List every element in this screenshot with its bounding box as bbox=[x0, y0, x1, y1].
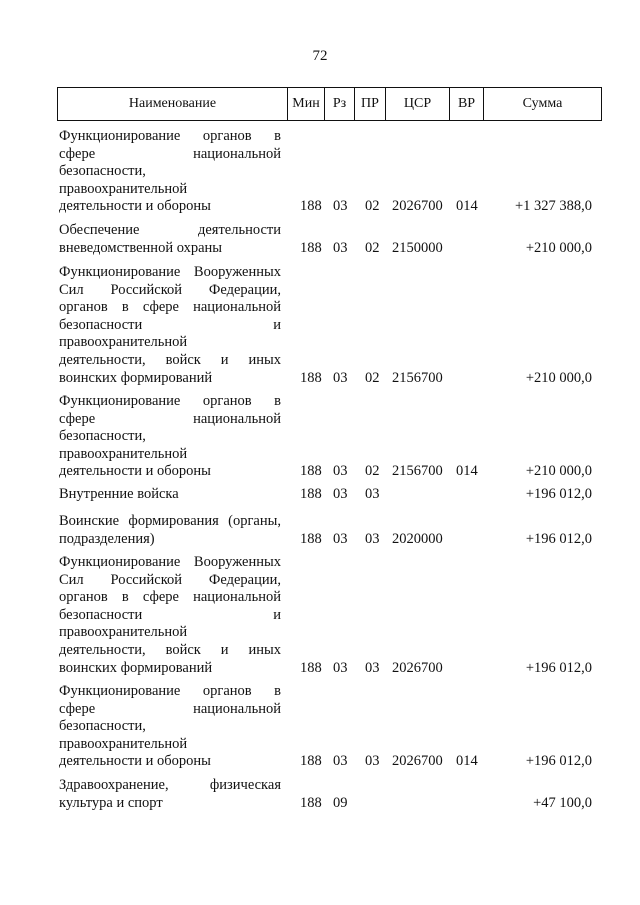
table-row bbox=[0, 777, 640, 812]
row-name bbox=[59, 777, 281, 812]
row-name-line: правоохранительной bbox=[59, 180, 188, 197]
table-row bbox=[0, 222, 640, 257]
row-name-line: Здравоохранение, физическая bbox=[59, 777, 281, 793]
row-name bbox=[59, 554, 281, 677]
row-name-line: безопасности, bbox=[59, 163, 146, 180]
cell-csr: 2020000 bbox=[392, 530, 443, 547]
cell-sum: +47 100,0 bbox=[533, 794, 592, 811]
cell-rz: 03 bbox=[333, 239, 348, 256]
cell-sum: +196 012,0 bbox=[525, 659, 592, 676]
row-name-line: правоохранительной bbox=[59, 624, 188, 641]
cell-csr: 2156700 bbox=[392, 463, 443, 480]
row-name-line: безопасности, bbox=[59, 718, 146, 735]
cell-min: 188 bbox=[300, 369, 322, 386]
table-row bbox=[0, 128, 640, 216]
cell-sum: +210 000,0 bbox=[525, 369, 592, 386]
row-name-line: правоохранительной bbox=[59, 735, 188, 752]
cell-rz: 03 bbox=[333, 486, 348, 502]
row-name-line: воинских формирований bbox=[59, 659, 213, 676]
row-name-line: органов в сфере национальной bbox=[59, 299, 281, 316]
header-csr: ЦСР bbox=[385, 88, 449, 120]
row-name-line: Обеспечение деятельности bbox=[59, 222, 281, 238]
cell-csr: 2026700 bbox=[392, 659, 443, 676]
cell-csr: 2026700 bbox=[392, 753, 443, 770]
row-name-line: правоохранительной bbox=[59, 334, 188, 351]
row-name-line: Функционирование Вооруженных bbox=[59, 264, 281, 280]
cell-rz: 03 bbox=[333, 753, 348, 770]
row-name-line: безопасности, bbox=[59, 428, 146, 445]
row-name bbox=[59, 264, 281, 387]
cell-sum: +210 000,0 bbox=[525, 239, 592, 256]
header-sum: Сумма bbox=[483, 88, 601, 120]
row-name-line: Воинские формирования (органы, bbox=[59, 513, 281, 529]
header-min: Мин bbox=[287, 88, 324, 120]
header-vr: ВР bbox=[449, 88, 483, 120]
cell-rz: 03 bbox=[333, 463, 348, 480]
row-name bbox=[59, 683, 281, 771]
page-number: 72 bbox=[312, 48, 328, 64]
table-header bbox=[57, 87, 602, 121]
header-pr: ПР bbox=[354, 88, 385, 120]
row-name-line: сфере национальной bbox=[59, 700, 281, 717]
cell-min: 188 bbox=[300, 486, 322, 502]
table-row bbox=[0, 513, 640, 548]
row-name-line: культура и спорт bbox=[59, 794, 163, 811]
cell-sum: +196 012,0 bbox=[525, 753, 592, 770]
header-rz: Рз bbox=[324, 88, 354, 120]
cell-min: 188 bbox=[300, 198, 322, 215]
cell-pr: 03 bbox=[365, 530, 380, 547]
row-name-line: Функционирование органов в bbox=[59, 128, 281, 144]
table-row bbox=[0, 554, 640, 677]
row-name-line: Функционирование органов в bbox=[59, 393, 281, 409]
cell-vr: 014 bbox=[456, 198, 478, 215]
row-name-line: Функционирование Вооруженных bbox=[59, 554, 281, 570]
row-name-line: органов в сфере национальной bbox=[59, 589, 281, 606]
row-name bbox=[59, 393, 281, 481]
row-name bbox=[59, 486, 281, 504]
header-name: Наименование bbox=[128, 96, 217, 111]
row-name-line: Внутренние войска bbox=[59, 486, 179, 502]
cell-sum: +1 327 388,0 bbox=[514, 198, 592, 215]
cell-sum: +196 012,0 bbox=[525, 486, 592, 502]
cell-min: 188 bbox=[300, 239, 322, 256]
row-name-line: Сил Российской Федерации, bbox=[59, 281, 281, 298]
cell-rz: 03 bbox=[333, 198, 348, 215]
row-name-line: безопасности и bbox=[59, 606, 281, 623]
cell-rz: 03 bbox=[333, 659, 348, 676]
cell-pr: 03 bbox=[365, 659, 380, 676]
table-row bbox=[0, 264, 640, 387]
table-row bbox=[0, 683, 640, 771]
cell-rz: 03 bbox=[333, 369, 348, 386]
table-row bbox=[0, 393, 640, 481]
table-row bbox=[0, 486, 640, 504]
cell-pr: 02 bbox=[365, 369, 380, 386]
cell-csr: 2150000 bbox=[392, 239, 443, 256]
cell-rz: 09 bbox=[333, 794, 348, 811]
cell-min: 188 bbox=[300, 794, 322, 811]
cell-vr: 014 bbox=[456, 463, 478, 480]
row-name-line: безопасности и bbox=[59, 316, 281, 333]
row-name-line: правоохранительной bbox=[59, 445, 188, 462]
cell-pr: 03 bbox=[365, 753, 380, 770]
row-name-line: Сил Российской Федерации, bbox=[59, 571, 281, 588]
cell-pr: 03 bbox=[365, 486, 380, 502]
cell-vr: 014 bbox=[456, 753, 478, 770]
row-name-line: воинских формирований bbox=[59, 369, 213, 386]
cell-pr: 02 bbox=[365, 463, 380, 480]
row-name bbox=[59, 513, 281, 548]
cell-min: 188 bbox=[300, 463, 322, 480]
row-name-line: деятельности, войск и иных bbox=[59, 641, 281, 658]
row-name-line: деятельности и обороны bbox=[59, 463, 211, 480]
cell-min: 188 bbox=[300, 753, 322, 770]
cell-min: 188 bbox=[300, 530, 322, 547]
row-name-line: вневедомственной охраны bbox=[59, 239, 223, 256]
row-name-line: деятельности и обороны bbox=[59, 753, 211, 770]
row-name-line: деятельности и обороны bbox=[59, 198, 211, 215]
cell-pr: 02 bbox=[365, 239, 380, 256]
row-name-line: сфере национальной bbox=[59, 410, 281, 427]
row-name bbox=[59, 128, 281, 216]
row-name-line: деятельности, войск и иных bbox=[59, 351, 281, 368]
cell-sum: +196 012,0 bbox=[525, 530, 592, 547]
row-name bbox=[59, 222, 281, 257]
cell-pr: 02 bbox=[365, 198, 380, 215]
row-name-line: сфере национальной bbox=[59, 145, 281, 162]
cell-csr: 2026700 bbox=[392, 198, 443, 215]
cell-sum: +210 000,0 bbox=[525, 463, 592, 480]
row-name-line: подразделения) bbox=[59, 530, 155, 547]
cell-csr: 2156700 bbox=[392, 369, 443, 386]
cell-min: 188 bbox=[300, 659, 322, 676]
row-name-line: Функционирование органов в bbox=[59, 683, 281, 699]
cell-rz: 03 bbox=[333, 530, 348, 547]
